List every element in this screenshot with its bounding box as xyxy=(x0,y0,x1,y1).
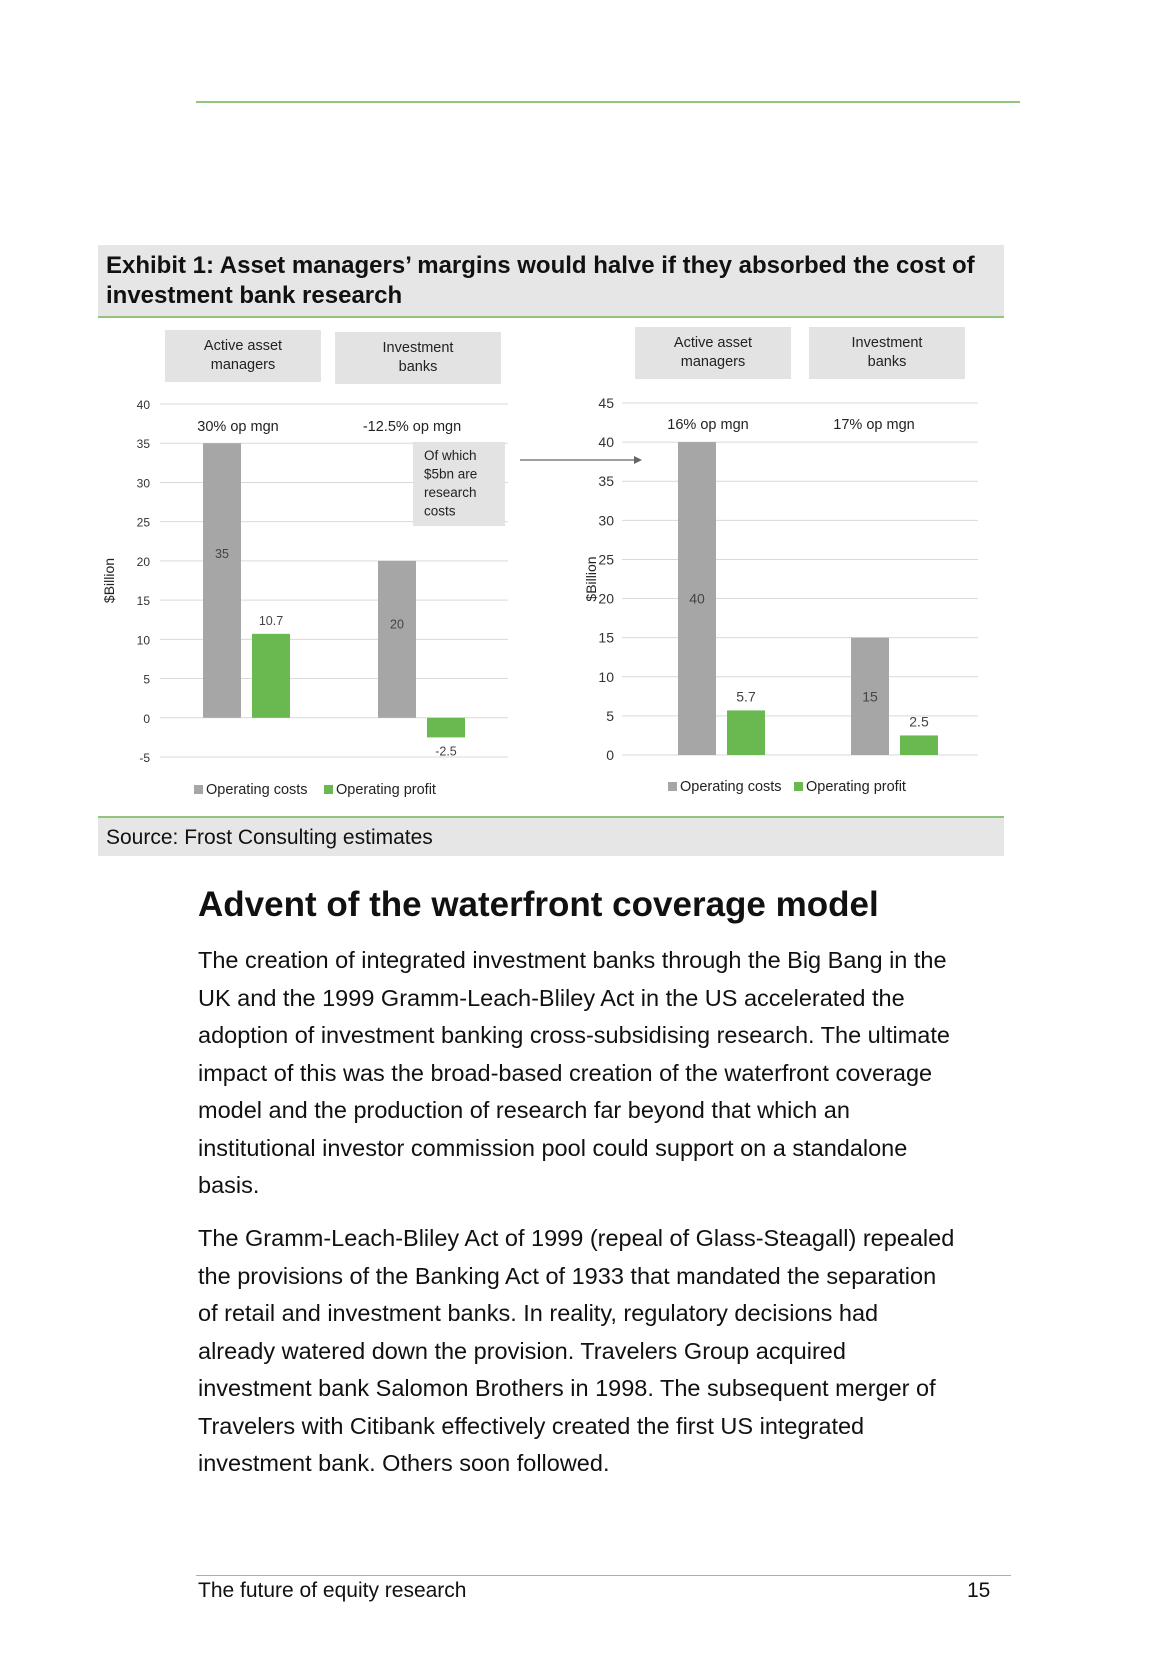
y-tick-label: 25 xyxy=(136,515,150,530)
legend-swatch xyxy=(324,785,333,794)
paragraph-1 xyxy=(198,942,1018,1205)
y-tick-label: 25 xyxy=(598,551,614,568)
chart-right-svg xyxy=(518,318,1004,803)
category-header-label: banks xyxy=(867,354,907,370)
legend-label: Operating costs xyxy=(680,779,782,795)
section-heading: Advent of the waterfront coverage model xyxy=(198,885,879,924)
header-rule xyxy=(196,101,1020,103)
bar-operating-profit xyxy=(427,718,465,738)
chart-left-svg xyxy=(98,318,518,803)
footer-title: The future of equity research xyxy=(198,1579,467,1602)
data-label-costs: 20 xyxy=(390,617,404,632)
bar-operating-costs xyxy=(203,443,241,718)
paragraph-line: model and the production of research far beyond that which an xyxy=(198,1097,850,1123)
paragraph-line: the provisions of the Banking Act of 1933 that mandated the separation xyxy=(198,1262,937,1289)
research-costs-callout-text: costs xyxy=(424,503,456,519)
data-label-costs: 15 xyxy=(862,688,878,705)
legend-swatch xyxy=(794,782,803,791)
margin-annotation: 17% op mgn xyxy=(833,417,915,433)
paragraph-line: UK and the 1999 Gramm-Leach-Bliley Act in the US accelerated the xyxy=(198,984,905,1011)
category-header-label: Investment xyxy=(851,335,923,351)
y-tick-label: 20 xyxy=(598,590,614,607)
paragraph-line: of retail and investment banks. In reality, regulatory decisions had xyxy=(198,1300,879,1326)
y-tick-label: 10 xyxy=(136,633,150,648)
y-tick-label: 0 xyxy=(606,747,614,763)
y-axis-title: $Billion xyxy=(583,556,599,602)
paragraph-line: impact of this was the broad-based creation of the waterfront coverage xyxy=(198,1059,933,1086)
paragraph-line: The creation of integrated investment banks through the Big Bang in the xyxy=(198,947,947,973)
exhibit-title-box xyxy=(98,245,1004,318)
paragraph-line: basis. xyxy=(198,1172,260,1198)
y-tick-label: 10 xyxy=(598,668,614,685)
legend-swatch xyxy=(194,785,203,794)
data-label-profit: 10.7 xyxy=(258,613,284,628)
y-axis-title: $Billion xyxy=(101,557,117,604)
paragraph-line: investment bank. Others soon followed. xyxy=(198,1450,610,1476)
paragraph-2 xyxy=(198,1220,1018,1483)
legend-label: Operating profit xyxy=(336,782,436,798)
y-tick-label: 30 xyxy=(598,512,614,529)
exhibit-title: Exhibit 1: Asset managers’ margins would halve if they absorbed the cost of investment bank research xyxy=(106,252,975,309)
research-costs-callout-text: Of which xyxy=(424,448,477,463)
margin-annotation: -12.5% op mgn xyxy=(362,419,462,435)
y-tick-label: 20 xyxy=(136,554,150,569)
y-tick-label: 15 xyxy=(598,629,614,646)
page-number: 15 xyxy=(967,1579,991,1602)
footer-rule xyxy=(196,1575,1011,1576)
category-header-label: Active asset xyxy=(203,338,283,354)
y-tick-label: 45 xyxy=(598,395,614,411)
margin-annotation: 30% op mgn xyxy=(197,419,279,435)
paragraph-line: institutional investor commission pool could support on a standalone xyxy=(198,1134,908,1161)
bar-operating-profit xyxy=(252,634,290,718)
category-header-label: managers xyxy=(210,357,276,373)
bar-operating-profit xyxy=(900,735,938,755)
category-header-label: Investment xyxy=(382,340,454,356)
exhibit-source: Source: Frost Consulting estimates xyxy=(106,826,433,849)
paragraph-line: The Gramm-Leach-Bliley Act of 1999 (repeal of Glass-Steagall) repealed xyxy=(198,1225,955,1251)
paragraph-line: already watered down the provision. Travelers Group acquired xyxy=(198,1337,846,1364)
chart-right xyxy=(518,318,1004,803)
y-tick-label: 5 xyxy=(143,672,150,687)
chart-left xyxy=(98,318,518,803)
bar-operating-costs xyxy=(378,561,416,718)
bar-operating-profit xyxy=(727,710,765,755)
category-header-label: managers xyxy=(680,354,746,370)
callout-arrow-head xyxy=(634,456,642,464)
y-tick-label: 35 xyxy=(136,437,150,452)
legend-label: Operating costs xyxy=(206,782,308,798)
y-tick-label: 40 xyxy=(598,434,614,451)
paragraph-line: investment bank Salomon Brothers in 1998. The subsequent merger of xyxy=(198,1375,936,1401)
category-header-label: banks xyxy=(398,359,438,375)
data-label-costs: 40 xyxy=(689,590,705,607)
paragraph-line: adoption of investment banking cross-subsidising research. The ultimate xyxy=(198,1022,950,1048)
research-costs-callout-text: $5bn are xyxy=(424,466,478,482)
data-label-costs: 35 xyxy=(215,547,229,562)
data-label-profit: -2.5 xyxy=(435,744,457,759)
margin-annotation: 16% op mgn xyxy=(667,417,749,433)
y-tick-label: 40 xyxy=(136,398,150,412)
data-label-profit: 2.5 xyxy=(909,713,929,730)
y-tick-label: 0 xyxy=(143,711,150,726)
paragraph-line: Travelers with Citibank effectively created the first US integrated xyxy=(198,1412,865,1439)
category-header-label: Active asset xyxy=(673,335,753,351)
exhibit-source-box xyxy=(98,816,1004,856)
legend-swatch xyxy=(668,782,677,791)
research-costs-callout-text: research xyxy=(424,485,477,500)
y-tick-label: -5 xyxy=(139,751,150,765)
legend-label: Operating profit xyxy=(806,779,906,795)
data-label-profit: 5.7 xyxy=(736,688,756,705)
y-tick-label: 15 xyxy=(136,594,150,609)
y-tick-label: 30 xyxy=(136,476,150,491)
y-tick-label: 5 xyxy=(606,707,614,724)
y-tick-label: 35 xyxy=(598,473,614,490)
